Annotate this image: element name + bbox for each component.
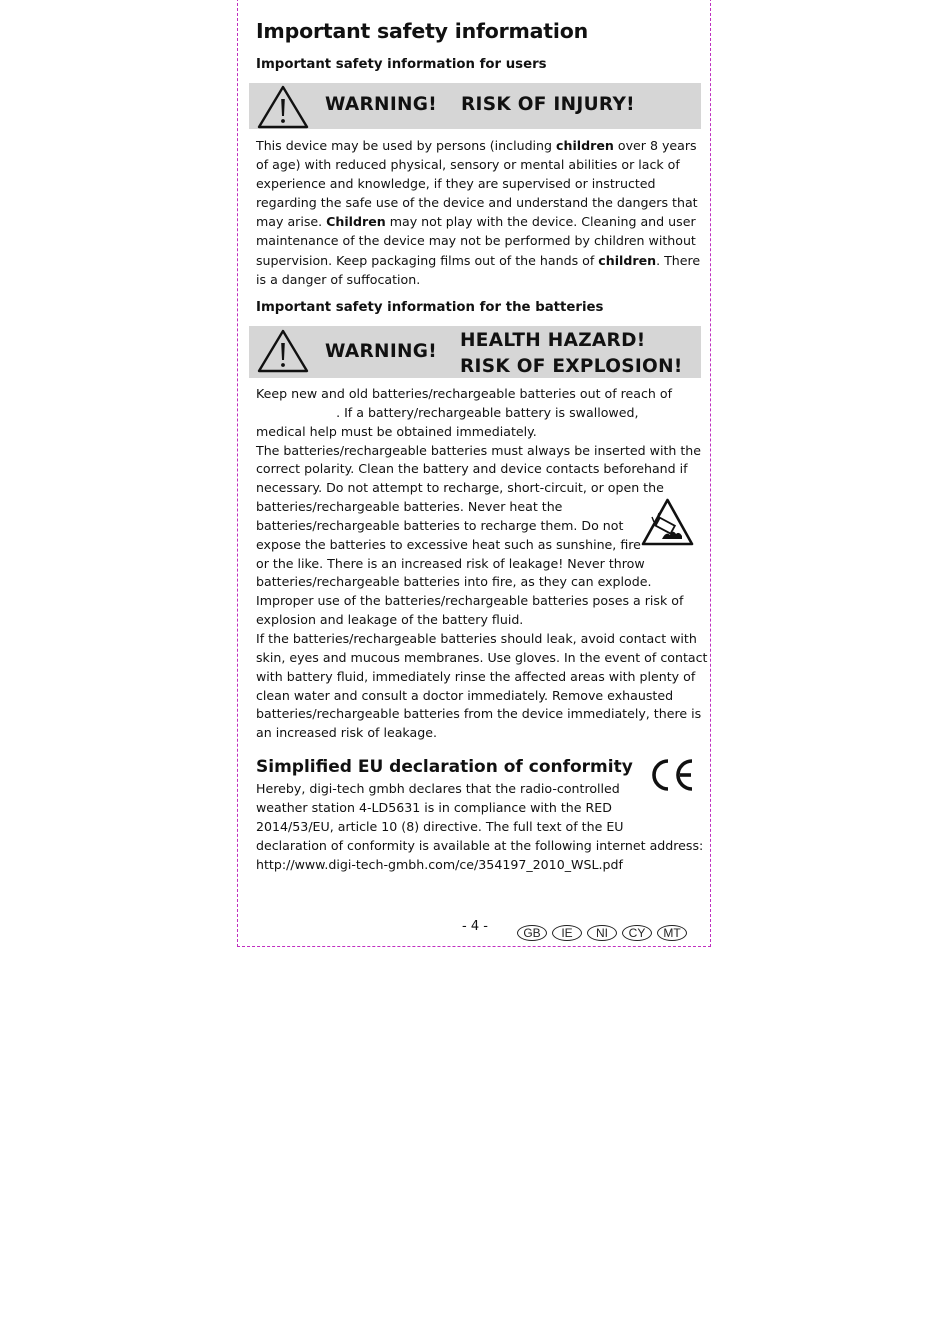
text-line: skin, eyes and mucous membranes. Use gloves. In the event of contact	[256, 649, 708, 665]
text-line: clean water and consult a doctor immediately. Remove exhausted	[256, 687, 674, 703]
text-line	[256, 174, 700, 193]
hazard-line-explosion: RISK OF EXPLOSION!	[460, 356, 683, 377]
emphasis-text: children	[598, 252, 657, 268]
text-line: medical help must be obtained immediately.	[256, 423, 537, 439]
text-run: This device may be used by persons (including	[256, 138, 557, 153]
hazard-line-health: HEALTH HAZARD!	[460, 330, 646, 351]
eu-declaration-heading: Simplified EU declaration of conformity	[256, 757, 633, 777]
country-codes	[517, 925, 687, 941]
text-line: 2014/53/EU, article 10 (8) directive. The full text of the EU	[256, 819, 624, 835]
text-run: of age) with reduced physical, sensory or mental abilities or lack of	[256, 157, 680, 173]
text-run: maintenance of the device may not be performed by children without	[256, 233, 696, 249]
text-line: batteries/rechargeable batteries. Never heat the	[256, 499, 563, 515]
users-safety-heading: Important safety information for users	[256, 57, 547, 72]
text-run: is a danger of suffocation.	[256, 271, 421, 287]
text-line: batteries/rechargeable batteries to recharge them. Do not	[256, 517, 624, 533]
text-run: may not play with the device. Cleaning and user	[385, 214, 696, 230]
country-code-badge: MT	[657, 925, 687, 941]
users-safety-text	[256, 136, 700, 289]
warning-banner-injury	[249, 83, 701, 129]
text-run: over 8 years	[613, 138, 697, 153]
emphasis-text: children	[556, 138, 614, 153]
text-line	[256, 155, 700, 174]
text-line: an increased risk of leakage.	[256, 725, 437, 741]
hazard-label: RISK OF INJURY!	[461, 94, 635, 115]
text-line: correct polarity. Clean the battery and device contacts beforehand if	[256, 461, 688, 477]
page-number: - 4 -	[462, 919, 488, 934]
text-line	[256, 193, 700, 212]
text-run: may arise.	[256, 214, 327, 230]
warning-label: WARNING!	[325, 94, 438, 115]
page-title: Important safety information	[256, 19, 589, 43]
text-line: http://www.digi-tech-gmbh.com/ce/354197_2010_WSL.pdf	[256, 857, 623, 873]
country-code-badge: GB	[517, 925, 547, 941]
text-line: necessary. Do not attempt to recharge, short-circuit, or open the	[256, 480, 664, 496]
text-line: or the like. There is an increased risk of leakage! Never throw	[256, 555, 645, 571]
battery-safety-text	[256, 385, 707, 743]
text-line: declaration of conformity is available at the following internet address:	[256, 838, 704, 854]
emphasis-text: Children	[326, 214, 386, 230]
warning-triangle-icon	[256, 84, 310, 130]
batteries-safety-heading: Important safety information for the batteries	[256, 300, 604, 315]
text-run: . There	[656, 252, 701, 268]
hazard-label	[460, 328, 683, 380]
text-line: Keep new and old batteries/rechargeable batteries out of reach of	[256, 386, 673, 401]
text-run: regarding the safe use of the device and understand the dangers that	[256, 195, 698, 211]
country-code-badge: NI	[587, 925, 617, 941]
text-line: batteries/rechargeable batteries from the device immediately, there is	[256, 706, 702, 722]
text-line	[256, 212, 700, 231]
text-line	[256, 251, 700, 270]
text-run: supervision. Keep packaging films out of the hands of	[256, 252, 599, 268]
eu-declaration-text	[256, 779, 703, 874]
text-line: expose the batteries to excessive heat such as sunshine, fire	[256, 536, 641, 552]
text-run: experience and knowledge, if they are supervised or instructed	[256, 176, 656, 192]
warning-triangle-icon	[256, 328, 310, 374]
text-line: batteries/rechargeable batteries into fire, as they can explode.	[256, 574, 652, 590]
text-line: explosion and leakage of the battery fluid.	[256, 612, 524, 628]
country-code-badge: CY	[622, 925, 652, 941]
warning-label: WARNING!	[325, 341, 438, 362]
battery-fire-warning-icon	[640, 497, 695, 547]
text-line: with battery fluid, immediately rinse the affected areas with plenty of	[256, 668, 696, 684]
country-code-badge: IE	[552, 925, 582, 941]
text-line	[256, 231, 700, 250]
text-line: Improper use of the batteries/rechargeable batteries poses a risk of	[256, 593, 684, 609]
text-line: . If a battery/rechargeable battery is swallowed,	[256, 404, 639, 420]
text-line: weather station 4-LD5631 is in compliance with the RED	[256, 800, 612, 816]
warning-banner-explosion	[249, 326, 701, 378]
text-line	[256, 136, 700, 155]
text-line: The batteries/rechargeable batteries must always be inserted with the	[256, 442, 702, 458]
text-line: If the batteries/rechargeable batteries should leak, avoid contact with	[256, 630, 697, 646]
text-line	[256, 270, 700, 289]
text-line: Hereby, digi-tech gmbh declares that the radio-controlled	[256, 781, 620, 796]
